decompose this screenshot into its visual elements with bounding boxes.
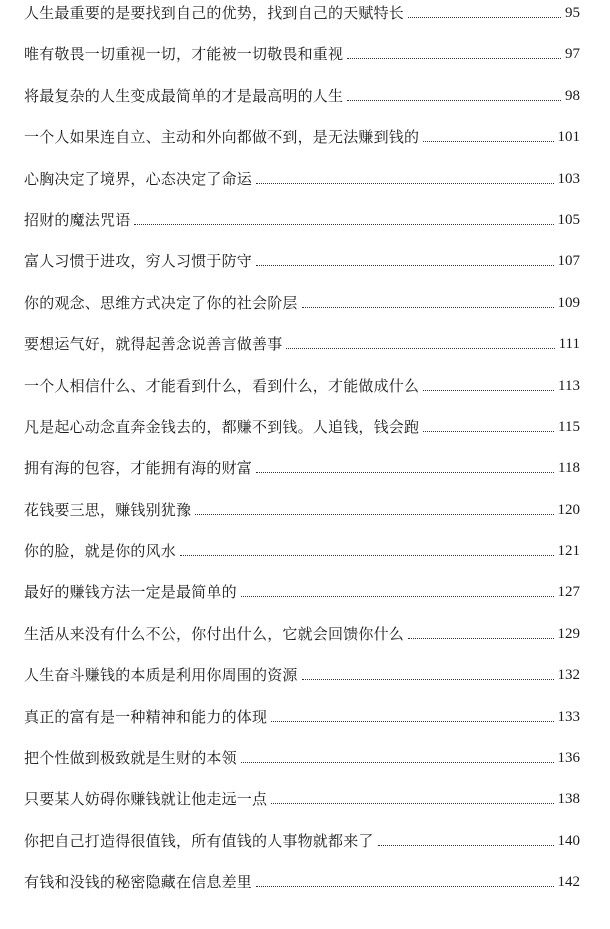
toc-entry[interactable] xyxy=(24,610,580,651)
toc-entry-page: 105 xyxy=(557,211,580,228)
toc-entry-title: 花钱要三思，赚钱别犹豫 xyxy=(24,500,192,519)
dot-leader xyxy=(256,886,553,887)
toc-entry[interactable] xyxy=(24,31,580,72)
toc-entry-title: 你的脸，就是你的风水 xyxy=(24,542,177,561)
toc-entry[interactable] xyxy=(24,859,580,900)
toc-entry[interactable] xyxy=(24,321,580,362)
toc-entry-page: 95 xyxy=(565,5,580,21)
toc-entry-title: 一个人如果连自立、主动和外向都做不到，是无法赚到钱的 xyxy=(24,128,420,147)
dot-leader xyxy=(256,183,553,184)
toc-entry-title: 要想运气好，就得起善念说善言做善事 xyxy=(24,335,283,354)
toc-entry[interactable] xyxy=(24,735,580,776)
toc-entry[interactable] xyxy=(24,652,580,693)
toc-entry[interactable] xyxy=(24,114,580,155)
toc-entry-title: 你的观念、思维方式决定了你的社会阶层 xyxy=(24,293,298,312)
toc-entry-page: 133 xyxy=(557,708,580,725)
toc-entry-title: 有钱和没钱的秘密隐藏在信息差里 xyxy=(24,873,253,892)
toc-entry-page: 136 xyxy=(557,750,580,767)
dot-leader xyxy=(195,514,553,515)
toc-entry-title: 把个性做到极致就是生财的本领 xyxy=(24,749,237,768)
toc-entry-page: 118 xyxy=(558,460,580,477)
toc-entry-title: 招财的魔法咒语 xyxy=(24,210,131,229)
toc-entry[interactable] xyxy=(24,486,580,527)
toc-entry-page: 132 xyxy=(557,667,580,684)
dot-leader xyxy=(408,638,553,639)
toc-entry-page: 111 xyxy=(558,336,580,353)
dot-leader xyxy=(423,141,553,142)
toc-entry-page: 109 xyxy=(557,294,580,311)
toc-entry-title: 将最复杂的人生变成最简单的才是最高明的人生 xyxy=(24,86,344,105)
dot-leader xyxy=(408,17,561,18)
dot-leader xyxy=(180,555,553,556)
toc-entry-page: 121 xyxy=(557,543,580,560)
toc-entry-title: 心胸决定了境界，心态决定了命运 xyxy=(24,169,253,188)
dot-leader xyxy=(134,224,553,225)
toc-entry-title: 你把自己打造得很值钱，所有值钱的人事物就都来了 xyxy=(24,831,374,850)
dot-leader xyxy=(286,348,554,349)
toc-entry-title: 生活从来没有什么不公，你付出什么，它就会回馈你什么 xyxy=(24,624,405,643)
dot-leader xyxy=(271,803,553,804)
toc-entry[interactable] xyxy=(24,238,580,279)
dot-leader xyxy=(241,596,554,597)
dot-leader xyxy=(302,307,554,308)
toc-entry-title: 人生最重要的是要找到自己的优势，找到自己的天赋特长 xyxy=(24,4,405,22)
table-of-contents xyxy=(24,0,580,900)
toc-entry-title: 一个人相信什么、才能看到什么，看到什么，才能做成什么 xyxy=(24,376,420,395)
toc-entry[interactable] xyxy=(24,528,580,569)
dot-leader xyxy=(256,472,554,473)
toc-entry-title: 凡是起心动念直奔金钱去的，都赚不到钱。人追钱，钱会跑 xyxy=(24,417,420,436)
dot-leader xyxy=(256,265,553,266)
dot-leader xyxy=(423,431,554,432)
toc-entry-title: 富人习惯于进攻，穷人习惯于防守 xyxy=(24,252,253,271)
toc-entry-page: 115 xyxy=(558,418,580,435)
toc-entry[interactable] xyxy=(24,817,580,858)
toc-entry-page: 120 xyxy=(557,501,580,518)
toc-entry[interactable] xyxy=(24,0,580,31)
toc-entry-page: 113 xyxy=(558,377,580,394)
toc-entry[interactable] xyxy=(24,776,580,817)
toc-entry-title: 唯有敬畏一切重视一切，才能被一切敬畏和重视 xyxy=(24,45,344,64)
toc-entry-page: 138 xyxy=(557,791,580,808)
dot-leader xyxy=(347,58,561,59)
toc-entry-page: 127 xyxy=(557,584,580,601)
dot-leader xyxy=(378,845,554,846)
toc-entry-title: 拥有海的包容，才能拥有海的财富 xyxy=(24,459,253,478)
toc-entry[interactable] xyxy=(24,155,580,196)
toc-entry-title: 人生奋斗赚钱的本质是利用你周围的资源 xyxy=(24,666,298,685)
dot-leader xyxy=(241,762,554,763)
toc-entry-page: 103 xyxy=(557,170,580,187)
toc-entry[interactable] xyxy=(24,569,580,610)
toc-entry[interactable] xyxy=(24,404,580,445)
toc-entry-page: 98 xyxy=(565,87,580,104)
toc-entry-page: 129 xyxy=(557,625,580,642)
dot-leader xyxy=(271,721,553,722)
toc-entry-title: 只要某人妨碍你赚钱就让他走远一点 xyxy=(24,790,268,809)
toc-entry-page: 101 xyxy=(557,129,580,146)
toc-entry-page: 140 xyxy=(557,832,580,849)
toc-entry[interactable] xyxy=(24,72,580,113)
toc-entry[interactable] xyxy=(24,362,580,403)
toc-entry[interactable] xyxy=(24,279,580,320)
toc-entry-title: 真正的富有是一种精神和能力的体现 xyxy=(24,707,268,726)
toc-entry-title: 最好的赚钱方法一定是最简单的 xyxy=(24,583,237,602)
toc-entry-page: 142 xyxy=(557,874,580,891)
toc-entry[interactable] xyxy=(24,693,580,734)
dot-leader xyxy=(302,679,554,680)
toc-entry-page: 107 xyxy=(557,253,580,270)
toc-entry[interactable] xyxy=(24,445,580,486)
dot-leader xyxy=(347,100,561,101)
dot-leader xyxy=(423,390,554,391)
toc-entry-page: 97 xyxy=(565,46,580,63)
toc-entry[interactable] xyxy=(24,197,580,238)
